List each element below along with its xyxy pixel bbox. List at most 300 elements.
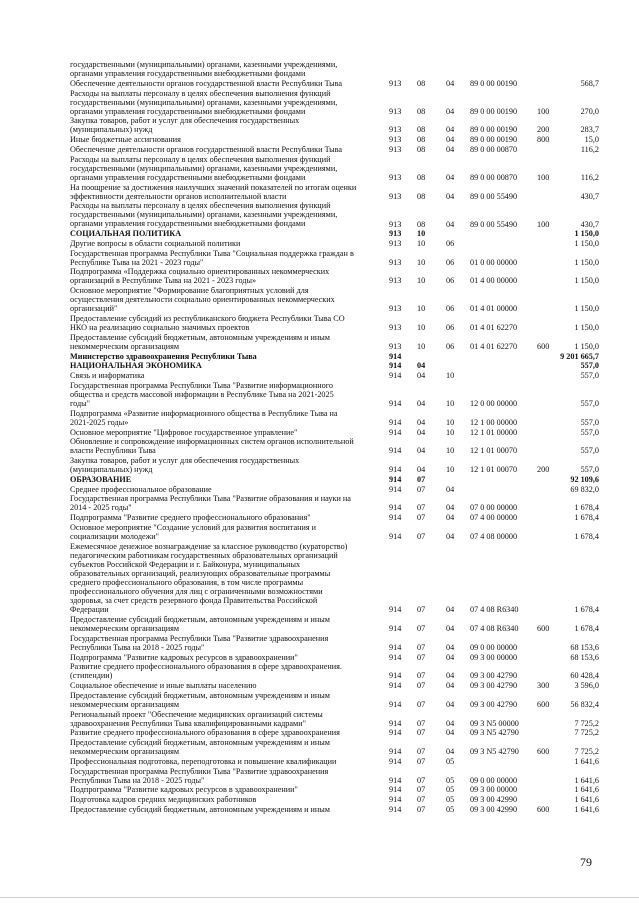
row-name: Подготовка кадров средних медицинских работников [70,795,257,804]
cell-rz: 07 [417,756,426,766]
cell-pr: 06 [446,257,455,267]
cell-sum: 430,7 [580,219,599,229]
cell-ved: 913 [389,144,402,154]
table-row [0,615,639,633]
cell-sum: 7 725,2 [574,747,599,757]
table-row [0,89,639,116]
cell-sum: 1 150,0 [574,304,599,314]
cell-sum: 557,0 [580,361,599,371]
cell-sum: 557,0 [580,371,599,381]
row-name: Закупка товаров, работ и услуг для обеспечения государственных (муниципальных) нужд [70,116,300,135]
cell-csr: 09 0 00 00000 [470,775,518,785]
cell-sum: 283,7 [580,125,599,135]
cell-vr: 200 [537,125,550,135]
table-row [0,710,639,728]
table-row [0,352,639,361]
row-name: Региональный проект "Обеспечение медицинских организаций системы здравоохранения Республики Тыва квалифицированными кадрами" [70,709,323,728]
cell-rz: 10 [417,238,426,248]
cell-rz: 04 [417,427,426,437]
cell-sum: 116,2 [580,144,599,154]
cell-sum: 1 641,6 [574,775,599,785]
cell-sum: 557,0 [580,465,599,475]
cell-ved: 914 [389,728,402,738]
row-name: Обеспечение деятельности органов государственной власти Республики Тыва [70,78,343,88]
cell-vr: 300 [537,681,550,690]
cell-rz: 10 [417,276,426,286]
cell-pr: 10 [446,371,455,381]
table-row [0,485,639,494]
cell-ved: 914 [389,775,402,785]
cell-ved: 914 [389,474,402,484]
cell-csr: 89 0 00 00190 [470,125,518,135]
table-row [0,513,639,522]
table-row [0,757,639,766]
table-row [0,249,639,267]
row-name: Подпрограмма "Развитие среднего профессионального образования" [70,513,311,522]
cell-sum: 1 678,4 [574,513,599,522]
cell-vr: 100 [537,172,550,182]
row-name: государственными (муниципальными) органами, казенными учреждениями, органами управления государственными внебюджетными фондами [70,60,338,79]
table-row [0,728,639,737]
row-name: СОЦИАЛЬНАЯ ПОЛИТИКА [70,229,182,239]
cell-pr: 10 [446,427,455,437]
cell-csr: 89 0 00 55490 [470,219,518,229]
cell-ved: 914 [389,371,402,381]
table-row [0,437,639,455]
cell-rz: 10 [417,304,426,314]
cell-ved: 914 [389,465,402,475]
cell-sum: 1 641,6 [574,804,599,814]
cell-vr: 600 [537,623,550,633]
cell-pr: 04 [446,531,455,541]
cell-csr: 89 0 00 00190 [470,135,518,145]
cell-rz: 04 [417,399,426,408]
cell-pr: 10 [446,417,455,427]
cell-sum: 7 725,2 [574,728,599,738]
cell-ved: 913 [389,323,402,333]
cell-pr: 10 [446,465,455,475]
cell-ved: 914 [389,351,402,361]
cell-rz: 08 [417,78,426,88]
row-name: Закупка товаров, работ и услуг для обеспечения государственных (муниципальных) нужд [70,456,300,475]
cell-csr: 01 4 01 00000 [470,304,518,314]
table-row [0,542,639,615]
cell-ved: 913 [389,229,402,239]
table-row [0,381,639,408]
table-row [0,229,639,238]
cell-csr: 09 0 00 00000 [470,642,518,652]
cell-pr: 06 [446,276,455,286]
cell-rz: 08 [417,191,426,201]
cell-sum: 60 428,4 [570,671,599,681]
cell-sum: 557,0 [580,399,599,408]
cell-pr: 05 [446,756,455,766]
cell-pr: 04 [446,605,455,615]
cell-vr: 800 [537,135,550,145]
cell-csr: 07 0 00 00000 [470,503,518,513]
row-name: Министерство здравоохранения Республики Тыва [70,351,257,361]
table-row [0,805,639,814]
cell-rz: 04 [417,371,426,381]
cell-sum: 557,0 [580,427,599,437]
table-row [0,60,639,78]
cell-ved: 913 [389,238,402,248]
cell-csr: 89 0 00 00190 [470,78,518,88]
table-row [0,767,639,785]
cell-sum: 430,7 [580,191,599,201]
cell-csr: 01 4 01 62270 [470,341,518,351]
cell-sum: 68 153,6 [570,652,599,662]
cell-rz: 07 [417,747,426,757]
row-name: Расходы на выплаты персоналу в целях обеспечения выполнения функций государственными (муниципальными) органами, казенными учреждениями, органами управления государственными внебюджетными фондами [70,154,338,182]
cell-pr: 04 [446,125,455,135]
cell-vr: 600 [537,804,550,814]
cell-rz: 07 [417,652,426,662]
cell-sum: 1 641,6 [574,756,599,766]
cell-csr: 01 0 00 00000 [470,257,518,267]
cell-sum: 9 201 665,7 [560,351,599,361]
cell-pr: 04 [446,623,455,633]
cell-csr: 09 3 00 42790 [470,699,518,709]
table-row [0,428,639,437]
cell-ved: 913 [389,304,402,314]
table-row [0,267,639,285]
cell-sum: 1 150,0 [574,238,599,248]
cell-pr: 04 [446,642,455,652]
cell-ved: 914 [389,652,402,662]
cell-ved: 913 [389,219,402,229]
cell-ved: 913 [389,106,402,116]
cell-csr: 12 0 00 00000 [470,399,518,408]
row-name: Предоставление субсидий из республиканского бюджета Республики Тыва СО НКО на реализацию социально значимых проектов [70,314,345,333]
row-name: Подпрограмма "Развитие кадровых ресурсов в здравоохранении" [70,652,298,662]
cell-ved: 913 [389,257,402,267]
row-name: На поощрение за достижения наилучших значений показателей по итогам оценки эффективности деятельности органов исполнительной власти [70,182,357,201]
cell-rz: 07 [417,671,426,681]
cell-vr: 200 [537,465,550,475]
cell-rz: 07 [417,623,426,633]
cell-rz: 07 [417,513,426,522]
cell-rz: 10 [417,323,426,333]
cell-pr: 04 [446,106,455,116]
cell-sum: 270,0 [580,106,599,116]
cell-vr: 100 [537,219,550,229]
table-row [0,662,639,680]
cell-sum: 1 678,4 [574,623,599,633]
cell-ved: 914 [389,681,402,690]
row-name: Среднее профессиональное образование [70,484,212,494]
cell-csr: 09 3 00 00000 [470,785,518,795]
cell-ved: 914 [389,785,402,795]
page-number: 79 [580,855,592,869]
cell-vr: 100 [537,106,550,116]
table-row [0,116,639,134]
cell-pr: 04 [446,135,455,145]
table-row [0,79,639,88]
table-row [0,314,639,332]
cell-sum: 1 641,6 [574,785,599,795]
table-row [0,634,639,652]
cell-sum: 69 832,0 [570,484,599,494]
row-name: Расходы на выплаты персоналу в целях обеспечения выполнения функций государственными (муниципальными) органами, казенными учреждениями, органами управления государственными внебюджетными фондами [70,88,338,116]
cell-sum: 68 153,6 [570,642,599,652]
cell-csr: 01 4 00 00000 [470,276,518,286]
cell-ved: 914 [389,756,402,766]
row-name: Расходы на выплаты персоналу в целях обеспечения выполнения функций государственными (муниципальными) органами, казенными учреждениями, органами управления государственными внебюджетными фондами [70,201,338,229]
cell-rz: 10 [417,341,426,351]
row-name: НАЦИОНАЛЬНАЯ ЭКОНОМИКА [70,361,202,371]
row-name: Государственная программа Республики Тыва "Развитие образования и науки на 2014 - 2025 годы" [70,494,351,513]
row-name: Иные бюджетные ассигнования [70,135,181,145]
cell-rz: 07 [417,775,426,785]
cell-sum: 1 150,0 [574,229,599,239]
cell-rz: 07 [417,474,426,484]
table-row [0,795,639,804]
cell-sum: 116,2 [580,172,599,182]
cell-csr: 89 0 00 00190 [470,106,518,116]
cell-rz: 04 [417,417,426,427]
cell-csr: 09 3 N5 42790 [470,747,519,757]
cell-rz: 04 [417,465,426,475]
cell-rz: 10 [417,229,426,239]
cell-ved: 914 [389,795,402,804]
table-row [0,286,639,313]
table-row [0,361,639,370]
cell-rz: 07 [417,503,426,513]
cell-pr: 04 [446,652,455,662]
cell-vr: 600 [537,341,550,351]
table-row [0,785,639,794]
cell-pr: 04 [446,484,455,494]
cell-ved: 914 [389,361,402,371]
cell-rz: 07 [417,804,426,814]
cell-pr: 04 [446,718,455,728]
cell-sum: 1 678,4 [574,605,599,615]
cell-csr: 07 4 00 00000 [470,513,518,522]
cell-vr: 600 [537,699,550,709]
cell-pr: 05 [446,785,455,795]
table-row [0,155,639,182]
cell-rz: 07 [417,795,426,804]
table-row [0,135,639,144]
cell-ved: 914 [389,671,402,681]
cell-rz: 07 [417,718,426,728]
table-row [0,523,639,541]
cell-csr: 09 3 00 42990 [470,804,518,814]
cell-pr: 05 [446,795,455,804]
cell-rz: 07 [417,642,426,652]
row-name: Другие вопросы в области социальной политики [70,238,241,248]
cell-csr: 12 1 01 00000 [470,427,518,437]
cell-pr: 04 [446,747,455,757]
table-row [0,333,639,351]
cell-csr: 01 4 01 62270 [470,323,518,333]
cell-pr: 06 [446,341,455,351]
table-row [0,653,639,662]
cell-ved: 913 [389,341,402,351]
row-name: Основное мероприятие "Формирование благоприятных условий для осуществления деятельности социально ориентированных некоммерческих организаций" [70,286,335,314]
cell-ved: 914 [389,718,402,728]
row-name: Государственная программа Республики Тыва "Социальная поддержка граждан в Республике Тыва на 2021 - 2023 годы" [70,248,354,267]
row-name: Государственная программа Республики Тыва "Развитие здравоохранения Республики Тыва на 2018 - 2025 годы" [70,633,329,652]
cell-csr: 89 0 00 55490 [470,191,518,201]
cell-pr: 04 [446,728,455,738]
cell-sum: 7 725,2 [574,718,599,728]
row-name: Социальное обеспечение и иные выплаты населению [70,681,257,690]
table-row [0,145,639,154]
cell-rz: 08 [417,106,426,116]
row-name: Связь и информатика [70,371,145,381]
cell-rz: 10 [417,257,426,267]
cell-rz: 07 [417,699,426,709]
row-name: Предоставление субсидий бюджетным, автономным учреждениям и иным некоммерческим организациям [70,738,330,757]
cell-pr: 06 [446,304,455,314]
cell-pr: 04 [446,219,455,229]
cell-ved: 913 [389,172,402,182]
cell-pr: 04 [446,503,455,513]
cell-vr: 600 [537,747,550,757]
cell-pr: 04 [446,671,455,681]
cell-ved: 914 [389,642,402,652]
row-name: Подпрограмма «Развитие информационного общества в Республике Тыва на 2021-2025 годы» [70,408,338,427]
cell-csr: 12 1 01 00070 [470,465,518,475]
cell-pr: 04 [446,699,455,709]
cell-pr: 05 [446,775,455,785]
table-row [0,456,639,474]
cell-ved: 914 [389,804,402,814]
row-name: Ежемесячное денежное вознаграждение за классное руководство (кураторство) педагогическим работникам государственных образовательных организаций субъектов Российской Федерации и г. Байконура, муниципальных образовательных организаций, реализующих образовательные программы среднего профессионального образования, в том числе программы профессионального обучения для лиц с ограниченными возможностями здоровья, за счет средств резервного фонда Правительства Российской Федерации [70,541,348,615]
cell-pr: 04 [446,78,455,88]
bottom-divider [0,897,639,898]
cell-rz: 08 [417,172,426,182]
cell-ved: 914 [389,484,402,494]
cell-ved: 914 [389,623,402,633]
cell-sum: 557,0 [580,446,599,456]
table-row [0,371,639,380]
cell-ved: 914 [389,446,402,456]
cell-csr: 07 4 08 R6340 [470,605,519,615]
cell-rz: 07 [417,605,426,615]
cell-ved: 914 [389,427,402,437]
cell-sum: 1 150,0 [574,341,599,351]
cell-pr: 10 [446,446,455,456]
cell-rz: 07 [417,728,426,738]
cell-csr: 07 4 08 00000 [470,531,518,541]
cell-sum: 3 596,0 [574,681,599,690]
cell-ved: 914 [389,399,402,408]
cell-sum: 557,0 [580,417,599,427]
row-name: Подпрограмма "Развитие кадровых ресурсов в здравоохранении" [70,785,298,795]
cell-sum: 15,0 [584,135,599,145]
cell-sum: 56 832,4 [570,699,599,709]
table-row [0,475,639,484]
table-row [0,409,639,427]
table-row [0,201,639,228]
cell-rz: 04 [417,361,426,371]
cell-csr: 09 3 00 00000 [470,652,518,662]
cell-pr: 06 [446,323,455,333]
cell-sum: 568,7 [580,78,599,88]
cell-sum: 1 150,0 [574,257,599,267]
cell-ved: 913 [389,191,402,201]
cell-rz: 07 [417,484,426,494]
cell-ved: 914 [389,513,402,522]
cell-sum: 1 150,0 [574,323,599,333]
cell-csr: 09 3 00 42790 [470,681,518,690]
row-name: Основное мероприятие "Создание условий для развития воспитания и социализации молодежи" [70,522,317,541]
row-name: Обновление и сопровождение информационных систем органов исполнительной власти Республики Тыва [70,437,354,456]
cell-csr: 09 3 00 42990 [470,795,518,804]
row-name: ОБРАЗОВАНИЕ [70,474,132,484]
cell-rz: 07 [417,785,426,795]
cell-sum: 1 150,0 [574,276,599,286]
table-row [0,738,639,756]
cell-csr: 12 1 00 00000 [470,417,518,427]
cell-pr: 04 [446,681,455,690]
cell-pr: 06 [446,238,455,248]
cell-ved: 914 [389,503,402,513]
cell-csr: 07 4 08 R6340 [470,623,519,633]
row-name: Подпрограмма «Поддержка социально ориентированных некоммерческих организаций в Республике Тыва на 2021 - 2023 годы» [70,267,330,286]
cell-rz: 08 [417,144,426,154]
cell-csr: 09 3 N5 00000 [470,718,519,728]
cell-sum: 1 678,4 [574,531,599,541]
cell-ved: 914 [389,417,402,427]
cell-ved: 914 [389,531,402,541]
row-name: Основное мероприятие "Цифровое государственное управление" [70,427,298,437]
cell-rz: 08 [417,219,426,229]
cell-rz: 04 [417,446,426,456]
row-name: Государственная программа Республики Тыва "Развитие информационного общества и средств массовой информации в Республике Тыва на 2021-2025 годы" [70,380,334,408]
row-name: Развитие среднего профессионального образования в сфере здравоохранения [70,728,340,738]
table-row [0,494,639,512]
row-name: Предоставление субсидий бюджетным, автономным учреждениям и иным некоммерческим организациям [70,614,330,633]
row-name: Развитие среднего профессионального образования в сфере здравоохранения. (стипендии) [70,662,342,681]
cell-csr: 89 0 00 00870 [470,172,518,182]
cell-csr: 12 1 01 00070 [470,446,518,456]
table-row [0,681,639,690]
cell-pr: 04 [446,172,455,182]
cell-csr: 09 3 00 42790 [470,671,518,681]
cell-pr: 04 [446,513,455,522]
table-row [0,239,639,248]
cell-rz: 08 [417,125,426,135]
cell-ved: 913 [389,125,402,135]
row-name: Предоставление субсидий бюджетным, автономным учреждениям и иным некоммерческим организациям [70,332,330,351]
cell-pr: 04 [446,191,455,201]
cell-pr: 05 [446,804,455,814]
cell-ved: 913 [389,135,402,145]
cell-pr: 04 [446,144,455,154]
cell-ved: 914 [389,605,402,615]
cell-ved: 913 [389,78,402,88]
cell-pr: 10 [446,399,455,408]
row-name: Профессиональная подготовка, переподготовка и повышение квалификации [70,756,337,766]
cell-rz: 07 [417,531,426,541]
cell-rz: 07 [417,681,426,690]
cell-ved: 914 [389,747,402,757]
cell-ved: 914 [389,699,402,709]
cell-rz: 08 [417,135,426,145]
cell-sum: 1 641,6 [574,795,599,804]
table-row [0,183,639,201]
table-row [0,691,639,709]
cell-csr: 09 3 N5 42790 [470,728,519,738]
cell-sum: 92 109,6 [570,474,599,484]
cell-ved: 913 [389,276,402,286]
cell-sum: 1 678,4 [574,503,599,513]
cell-csr: 89 0 00 00870 [470,144,518,154]
